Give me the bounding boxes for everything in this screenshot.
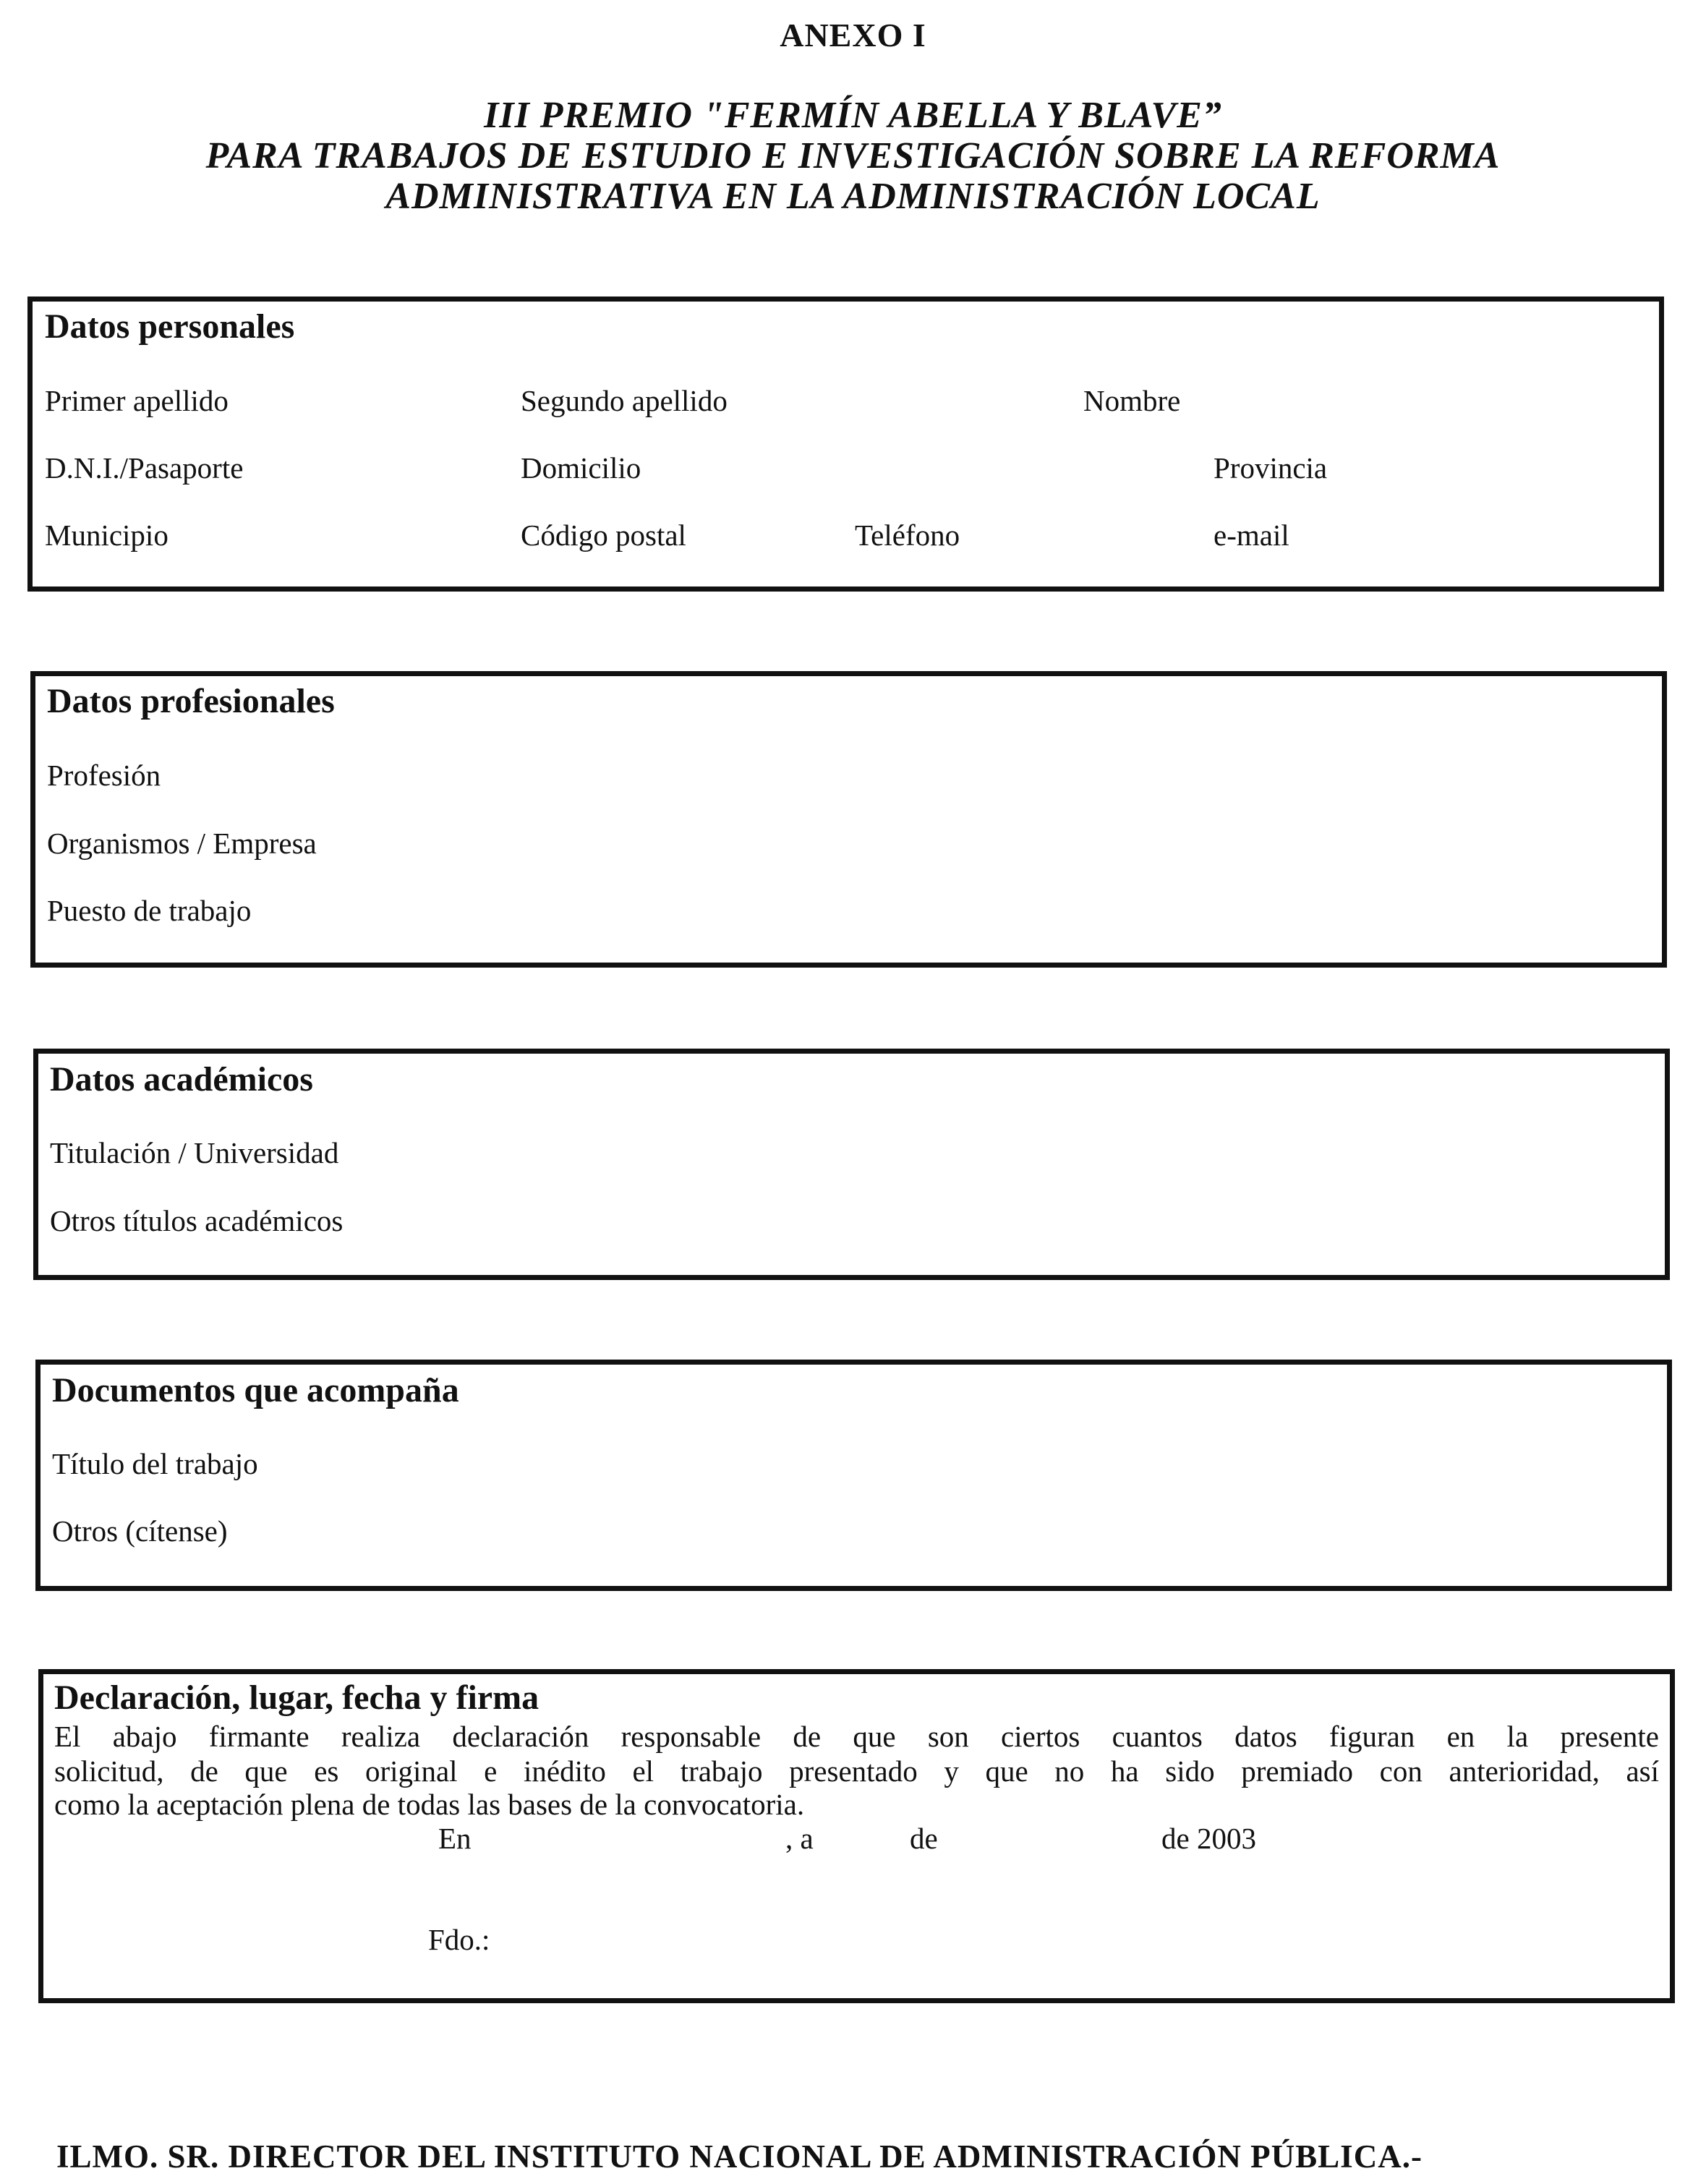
professional-data-heading: Datos profesionales — [47, 682, 335, 720]
title-line-2: PARA TRABAJOS DE ESTUDIO E INVESTIGACIÓN SOBRE LA REFORMA — [205, 135, 1501, 176]
organization-label: Organismos / Empresa — [47, 827, 317, 860]
other-degrees-label: Otros títulos académicos — [50, 1204, 344, 1237]
name-label: Nombre — [1083, 384, 1181, 417]
place-label: En — [438, 1822, 472, 1855]
declaration-heading: Declaración, lugar, fecha y firma — [54, 1678, 539, 1717]
title-line-1: III PREMIO "FERMÍN ABELLA Y BLAVE” — [484, 95, 1222, 136]
day-label: , a — [785, 1822, 814, 1855]
second-surname-label: Segundo apellido — [521, 384, 728, 417]
profession-label: Profesión — [47, 759, 161, 792]
municipality-label: Municipio — [45, 519, 169, 552]
work-title-label: Título del trabajo — [52, 1447, 258, 1480]
declaration-text-line-3: como la aceptación plena de todas las bases de la convocatoria. — [54, 1788, 805, 1821]
postal-code-label: Código postal — [521, 519, 686, 552]
other-documents-label: Otros (cítense) — [52, 1514, 228, 1548]
phone-label: Teléfono — [855, 519, 960, 552]
signature-label: Fdo.: — [428, 1923, 490, 1956]
first-surname-label: Primer apellido — [45, 384, 229, 417]
personal-data-heading: Datos personales — [45, 307, 295, 346]
email-label: e-mail — [1214, 519, 1289, 552]
declaration-text-line-1: El abajo firmante realiza declaración responsable de que son ciertos cuantos datos figuran en la presente — [54, 1720, 1659, 1753]
title-line-3: ADMINISTRATIVA EN LA ADMINISTRACIÓN LOCAL — [385, 176, 1321, 217]
job-position-label: Puesto de trabajo — [47, 894, 252, 927]
annex-title: ANEXO I — [780, 17, 926, 54]
province-label: Provincia — [1214, 451, 1328, 485]
dni-label: D.N.I./Pasaporte — [45, 451, 244, 485]
year-label: de 2003 — [1161, 1822, 1256, 1855]
academic-data-heading: Datos académicos — [50, 1060, 313, 1099]
declaration-text-line-2: solicitud, de que es original e inédito el trabajo presentado y que no ha sido premiado con anterioridad, así — [54, 1754, 1659, 1788]
address-label: Domicilio — [521, 451, 641, 485]
month-label: de — [910, 1822, 938, 1855]
addressee-footer: ILMO. SR. DIRECTOR DEL INSTITUTO NACIONAL DE ADMINISTRACIÓN PÚBLICA.- — [56, 2138, 1423, 2175]
documents-heading: Documentos que acompaña — [52, 1371, 459, 1409]
degree-label: Titulación / Universidad — [50, 1136, 339, 1169]
